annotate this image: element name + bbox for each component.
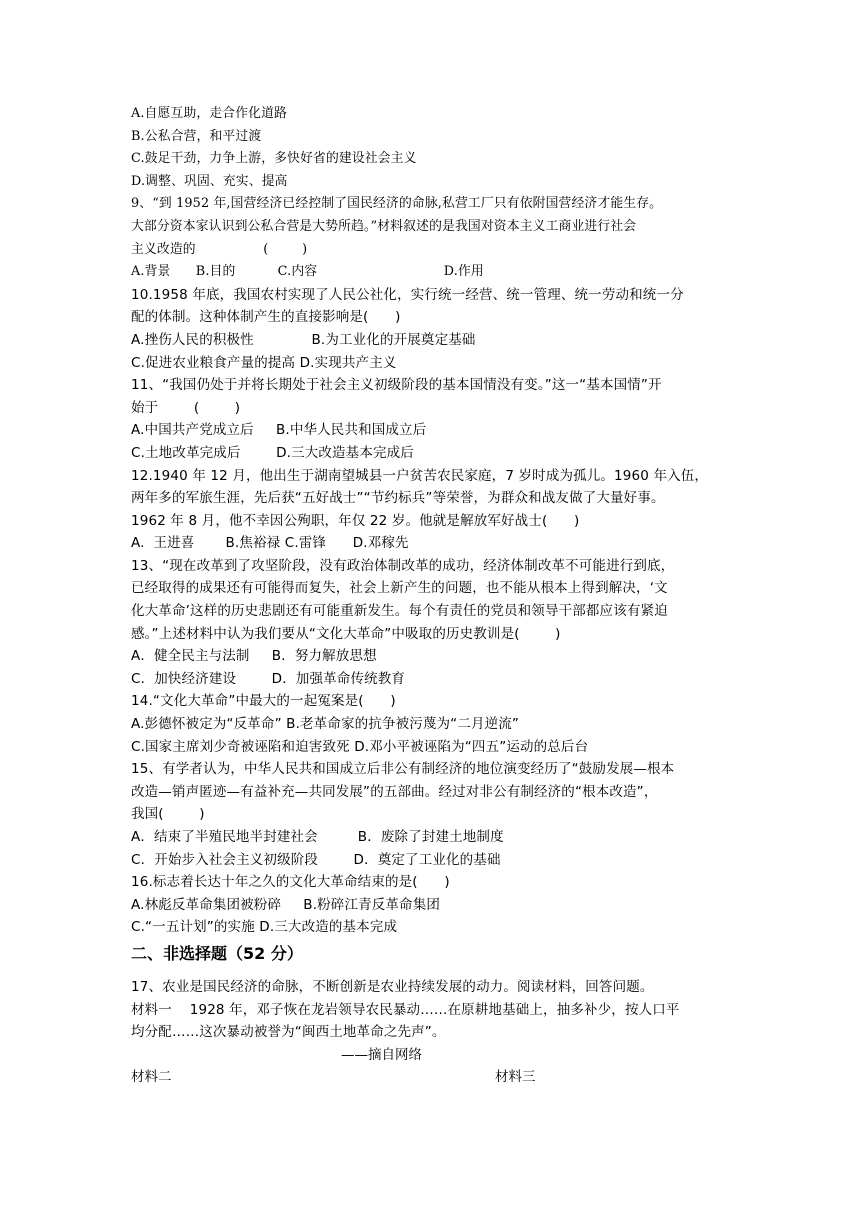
- question-text-line: 16.标志着长达十年之久的文化大革命结束的是( ): [131, 874, 450, 891]
- question-text-line: 15、有学者认为，中华人民共和国成立后非公有制经济的地位演变经历了“鼓励发展—根本: [131, 761, 675, 778]
- question-text-line: 10.1958 年底，我国农村实现了人民公社化，实行统一经营、统一管理、统一劳动和统一分: [131, 286, 684, 303]
- option-line: B.公私合营，和平过渡: [131, 128, 262, 144]
- question-text-line: 配的体制。这种体制产生的直接影响是( ): [131, 309, 401, 326]
- option-line: A.中国共产党成立后 B.中华人民共和国成立后: [131, 422, 427, 439]
- question-text-line: 我国( ): [131, 806, 205, 823]
- option-line: A．结束了半殖民地半封建社会 B．废除了封建土地制度: [131, 829, 504, 845]
- option-line: C．加快经济建设 D．加强革命传统教育: [131, 670, 406, 687]
- question-text-line: 化大革命’这样的历史悲剧还有可能重新发生。每个有责任的党员和领导干部都应该有紧迫: [131, 603, 668, 620]
- material-source: ——摘自网络: [341, 1046, 422, 1063]
- question-text-line: 两年多的军旅生涯，先后获“五好战士”“节约标兵”等荣誉，为群众和战友做了大量好事。: [131, 490, 665, 507]
- question-text-line: 1962 年 8 月，他不幸因公殉职，年仅 22 岁。他就是解放军好战士( ): [131, 512, 580, 529]
- option-line: C．开始步入社会主义初级阶段 D．奠定了工业化的基础: [131, 851, 501, 868]
- question-9: [131, 193, 731, 283]
- material-3-label: 材料三: [495, 1069, 536, 1086]
- question-text-line: 大部分资本家认识到公私合营是大势所趋。”材料叙述的是我国对资本主义工商业进行社会: [131, 218, 637, 234]
- question-text-line: 11、“我国仍处于并将长期处于社会主义初级阶段的基本国情没有变。”这一“基本国情”开: [131, 377, 662, 394]
- question-text-line: 17、农业是国民经济的命脉，不断创新是农业持续发展的动力。阅读材料，回答问题。: [131, 978, 654, 995]
- material-text-line: 均分配……这次暴动被誉为“闽西土地革命之先声”。: [131, 1024, 446, 1041]
- option-line: C.鼓足干劲，力争上游，多快好省的建设社会主义: [131, 151, 417, 167]
- question-text-line: 9、“到 1952 年,国营经济已经控制了国民经济的命脉,私营工厂只有依附国营经济才能生存。: [131, 196, 663, 212]
- option-line: A.挫伤人民的积极性 B.为工业化的开展奠定基础: [131, 331, 476, 348]
- question-text-line: 13、“现在改革到了攻坚阶段，没有政治体制改革的成功，经济体制改革不可能进行到底，: [131, 557, 675, 574]
- question-text-line: 12.1940 年 12 月，他出生于湖南望城县一户贫苦农民家庭，7 岁时成为孤儿。1960 年入伍，: [131, 467, 709, 484]
- option-line: A. 王进喜 B.焦裕禄 C.雷锋 D.邓稼先: [131, 535, 409, 552]
- material-text-line: 材料一 1928 年，邓子恢在龙岩领导农民暴动……在原耕地基础上，抽多补少，按人口平: [131, 1001, 680, 1018]
- question-17: [131, 976, 731, 1089]
- option-line: A.林彪反革命集团被粉碎 B.粉碎江青反革命集团: [131, 896, 440, 913]
- exam-page: [131, 103, 731, 1089]
- option-line: A.彭德怀被定为“反革命” B.老革命家的抗争被污蔑为“二月逆流”: [131, 716, 520, 733]
- option-line: D.调整、巩固、充实、提高: [131, 173, 288, 189]
- option-line: A.自愿互助，走合作化道路: [131, 106, 288, 121]
- material-labels-row: [131, 1066, 731, 1089]
- question-text-line: 14.“文化大革命”中最大的一起冤案是( ): [131, 693, 396, 710]
- question-text-line: 始于 ( ): [131, 399, 241, 416]
- option-line: C.“一五计划”的实施 D.三大改造的基本完成: [131, 919, 398, 936]
- questions-10-16: [131, 284, 731, 939]
- question-text-line: 主义改造的 ( ): [131, 241, 308, 257]
- option-line: C.土地改革完成后 D.三大改造基本完成后: [131, 444, 414, 461]
- option-line: A.背景 B.目的 C.内容 D.作用: [131, 264, 484, 280]
- material-2-label: 材料二: [131, 1069, 172, 1086]
- question-text-line: 感。”上述材料中认为我们要从“文化大革命”中吸取的历史教训是( ): [131, 625, 561, 642]
- options-block-q8: [131, 103, 731, 193]
- question-text-line: 已经取得的成果还有可能得而复失，社会上新产生的问题，也不能从根本上得到解决，‘文: [131, 580, 668, 597]
- option-line: A．健全民主与法制 B．努力解放思想: [131, 648, 377, 665]
- option-line: C.国家主席刘少奇被诬陷和迫害致死 D.邓小平被诬陷为“四五”运动的总后台: [131, 738, 589, 755]
- question-text-line: 改造—销声匿迹—有益补充—共同发展”的五部曲。经过对非公有制经济的“根本改造”，: [131, 783, 658, 800]
- option-line: C.促进农业粮食产量的提高 D.实现共产主义: [131, 354, 397, 371]
- section-title: 二、非选择题（52 分）: [131, 943, 303, 963]
